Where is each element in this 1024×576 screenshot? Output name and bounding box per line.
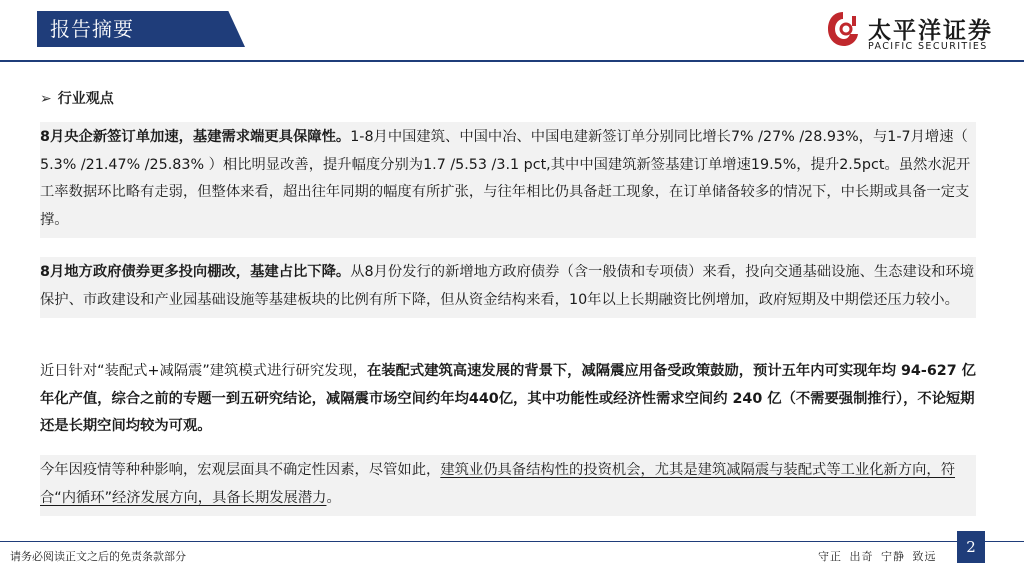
- paragraph-end: 。: [326, 489, 341, 506]
- header-divider: [0, 60, 1024, 62]
- page-number: 2: [957, 531, 985, 563]
- logo-chinese-name: 太平洋证券: [868, 18, 993, 44]
- paragraph-seismic-isolation-research: [40, 356, 976, 445]
- footer-divider: [0, 541, 1024, 542]
- paragraph-underlined-conclusion: 建筑业仍具备结构性的投资机会，尤其是建筑减隔震与装配式等工业化新方向，符合“内循环”经济发展方向，具备长期发展潜力: [40, 462, 955, 506]
- paragraph-lead: 8月央企新签订单加速，基建需求端更具保障性。: [40, 129, 351, 145]
- page-title: 报告摘要: [50, 17, 134, 41]
- paragraph-intro: 今年因疫情等种种影响，宏观层面具不确定性因素，尽管如此，: [40, 462, 441, 478]
- logo-english-name: PACIFIC SECURITIES: [868, 41, 988, 52]
- arrow-bullet-icon: ➢: [40, 91, 52, 107]
- paragraph-bold-conclusion: 在装配式建筑高速发展的背景下，减隔震应用备受政策鼓励，预计五年内可实现年均 94-627 亿年化产值，综合之前的专题一到五研究结论，减隔震市场空间约年均440亿，其中功能性或经济性需求空间约 240 亿（不需要强制推行），不论短期还是长期空间均较为可观。: [40, 363, 976, 435]
- paragraph-central-soe-orders: [40, 122, 976, 238]
- section-heading: [40, 88, 114, 108]
- paragraph-body: 从8月份发行的新增地方政府债券（含一般债和专项债）来看，投向交通基础设施、生态建设和环境保护、市政建设和产业园基础设施等基建板块的比例有所下降，但从资金结构来看，10年以上长期融资比例增加，政府短期及中期偿还压力较小。: [40, 264, 975, 308]
- paragraph-local-government-bonds: [40, 257, 976, 318]
- company-logo: [826, 8, 1016, 54]
- footer-disclaimer: 请务必阅读正文之后的免责条款部分: [10, 550, 186, 563]
- pacific-securities-logo-icon: [826, 10, 860, 48]
- paragraph-intro: 近日针对“装配式+减隔震”建筑模式进行研究发现，: [40, 363, 368, 379]
- paragraph-body: 1-8月中国建筑、中国中冶、中国电建新签订单分别同比增长7% /27% /28.93%，与1-7月增速（ 5.3% /21.47% /25.83% ）相比明显改善，提升幅度分别为1.7 /5.53 /3.1 pct,其中中国建筑新签基建订单增速19.5%，提升2.5pct。虽然水泥开工率数据环比略有走弱，但整体来看，超出往年同期的幅度有所扩张，与往年相比仍具备赶工现象，在订单储备较多的情况下，中长期或具备一定支撑。: [40, 129, 971, 228]
- footer-motto: 守正 出奇 宁静 致远: [818, 550, 937, 563]
- paragraph-lead: 8月地方政府债券更多投向棚改，基建占比下降。: [40, 264, 351, 280]
- paragraph-investment-outlook: [40, 455, 976, 516]
- section-heading-label: 行业观点: [57, 91, 114, 107]
